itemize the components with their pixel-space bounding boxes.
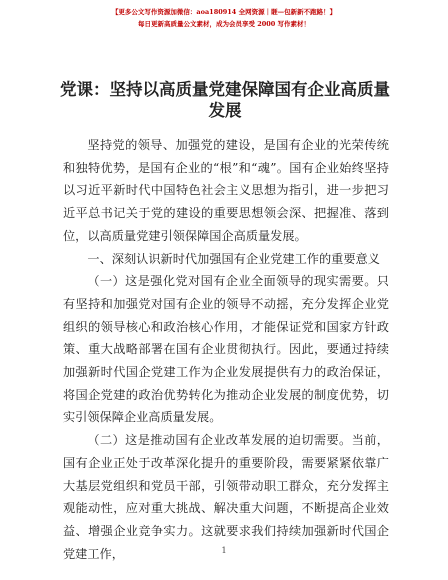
banner-promo-line: 【更多公文写作资源加微信：aoa180914 全网资源｜睚—包新新不跑路！】 [111,8,337,16]
banner-update-line: 每日更新高质量公文素材，成为会员享受 2000 写作素材！ [137,20,311,28]
document-body [63,134,389,565]
section-heading-1: 一、深刻认识新时代加强国有企业党建工作的重要意义 [87,251,380,266]
paragraph-subsection-2: （二）这是推动国有企业改革发展的迫切需要。当前，国有企业正处于改革深化提升的重要阶段，需要紧紧依靠广大基层党组织和党员干部，引领带动职工群众，充分发挥主观能动性，应对重大挑战、解决重大问题，不断提高企业效益、增强企业竞争实力。这就要求我们持续加强新时代国企党建工作， [63,433,389,561]
paragraph-intro: 坚持党的领导、加强党的建设，是国有企业的光荣传统和独特优势，是国有企业的“根”和“魂”。国有企业始终坚持以习近平新时代中国特色社会主义思想为指引，进一步把习近平总书记关于党的建设的重要思想领会深、把握准、落到位，以高质量党建引领保障国企高质量发展。 [63,138,389,243]
page-number: 1 [221,546,227,555]
paragraph-subsection-1: （一）这是强化党对国有企业全面领导的现实需要。只有坚持和加强党对国有企业的领导不动摇，充分发挥企业党组织的领导核心和政治核心作用，才能保证党和国家方针政策、重大战略部署在国有企业贯彻执行。因此，要通过持续加强新时代国企党建工作为企业发展提供有力的政治保证，将国企党建的政治优势转化为推动企业发展的制度优势，切实引领保障企业高质量发展。 [63,274,389,425]
document-title: 党课：坚持以高质量党建保障国有企业高质量发展 [60,80,390,120]
